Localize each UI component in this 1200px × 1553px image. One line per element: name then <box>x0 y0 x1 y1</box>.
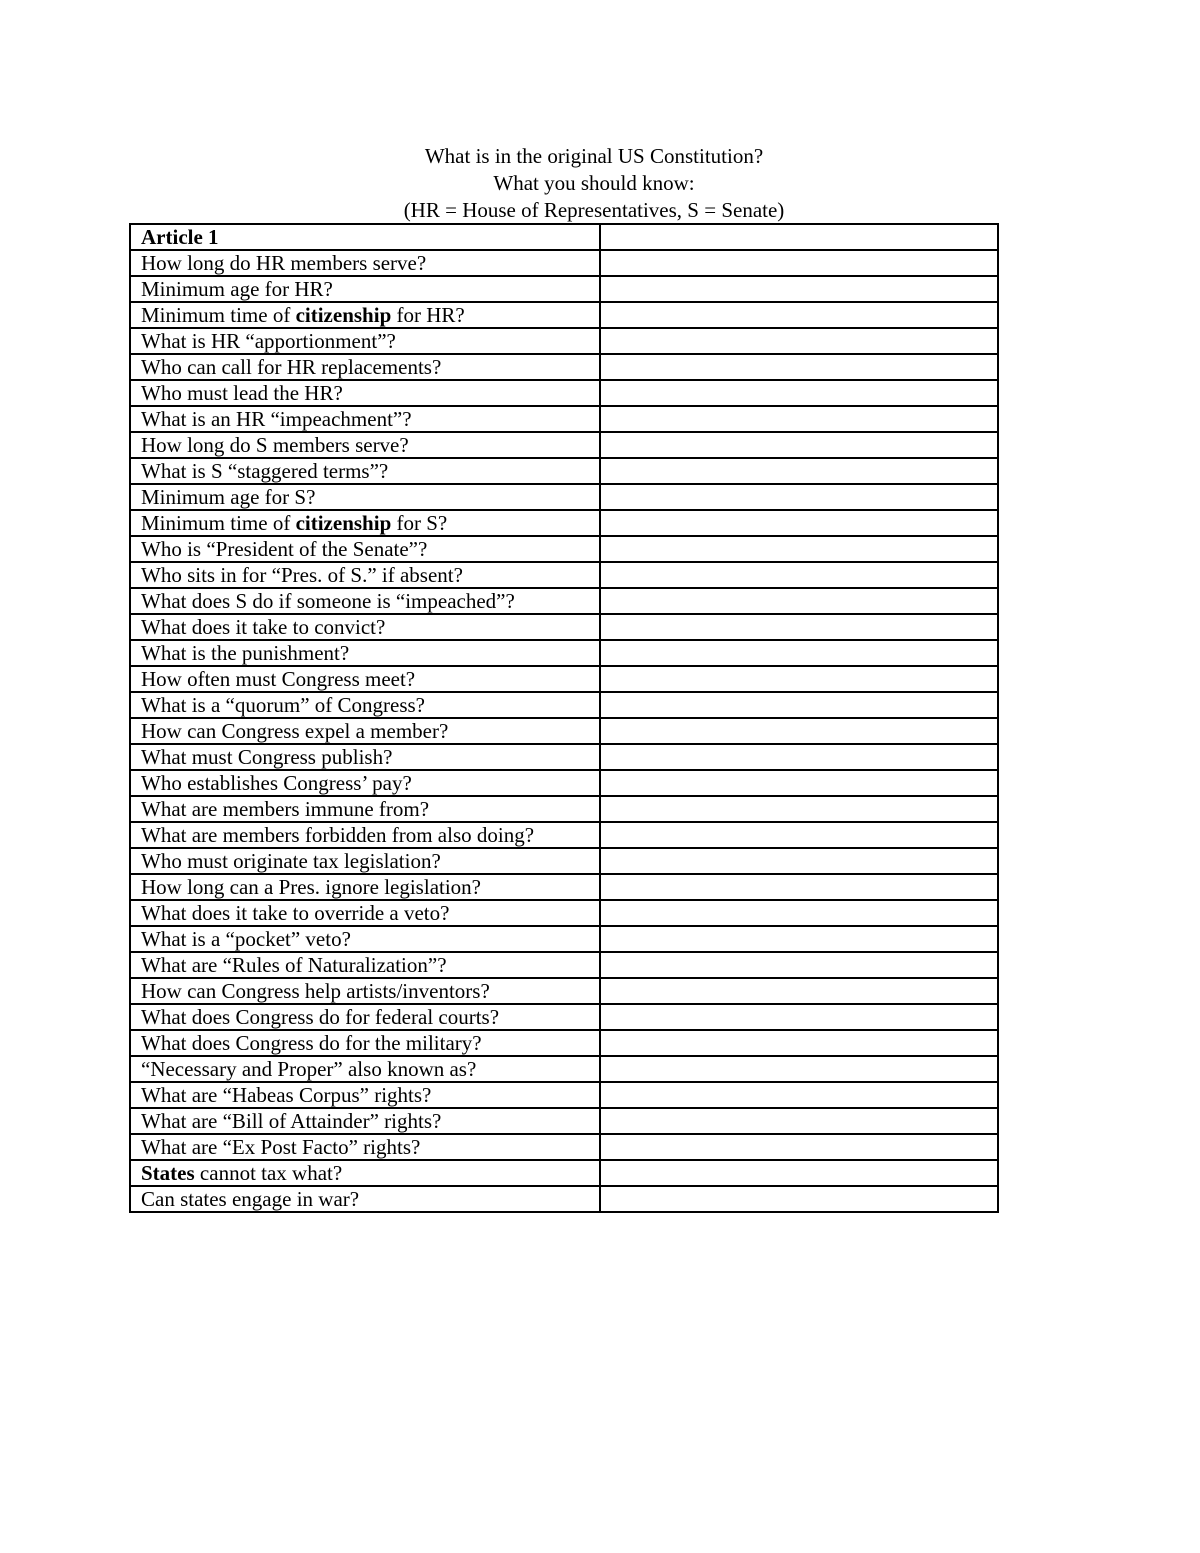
question-text: What must Congress publish? <box>141 745 393 769</box>
question-text: What does Congress do for the military? <box>141 1031 482 1055</box>
table-row <box>130 432 998 458</box>
table-row <box>130 692 998 718</box>
question-text-suffix: for S? <box>391 511 448 535</box>
answer-cell[interactable] <box>600 1134 998 1160</box>
answer-cell[interactable] <box>600 640 998 666</box>
question-text-prefix: Minimum time of <box>141 511 296 535</box>
question-cell <box>130 354 600 380</box>
answer-cell[interactable] <box>600 718 998 744</box>
table-row <box>130 978 998 1004</box>
question-text-emphasis: citizenship <box>295 303 392 327</box>
document-subtitle: What you should know: <box>493 171 695 195</box>
answer-cell[interactable] <box>600 926 998 952</box>
question-text: Who must lead the HR? <box>141 381 343 405</box>
question-text: How can Congress expel a member? <box>141 719 449 743</box>
question-cell <box>130 1108 600 1134</box>
question-text: What are “Habeas Corpus” rights? <box>141 1083 432 1107</box>
table-row <box>130 1030 998 1056</box>
table-row <box>130 1134 998 1160</box>
answer-cell[interactable] <box>600 458 998 484</box>
answer-cell[interactable] <box>600 250 998 276</box>
question-cell <box>130 744 600 770</box>
question-cell <box>130 978 600 1004</box>
answer-cell[interactable] <box>600 978 998 1004</box>
table-row <box>130 744 998 770</box>
answer-cell[interactable] <box>600 796 998 822</box>
table-row <box>130 536 998 562</box>
question-cell <box>130 1082 600 1108</box>
question-cell <box>130 276 600 302</box>
question-cell <box>130 692 600 718</box>
answer-cell[interactable] <box>600 1108 998 1134</box>
document-title: What is in the original US Constitution? <box>424 144 764 168</box>
answer-cell[interactable] <box>600 406 998 432</box>
question-text: Can states engage in war? <box>141 1187 360 1211</box>
question-cell <box>130 770 600 796</box>
answer-cell[interactable] <box>600 276 998 302</box>
question-cell <box>130 614 600 640</box>
section-heading-cell <box>130 224 600 250</box>
table-row <box>130 666 998 692</box>
question-cell <box>130 1030 600 1056</box>
answer-cell[interactable] <box>600 1004 998 1030</box>
question-text: What are members immune from? <box>141 797 430 821</box>
table-row <box>130 1108 998 1134</box>
table-row <box>130 952 998 978</box>
answer-cell[interactable] <box>600 1056 998 1082</box>
answer-cell[interactable] <box>600 744 998 770</box>
answer-cell[interactable] <box>600 666 998 692</box>
answer-cell[interactable] <box>600 432 998 458</box>
answer-cell[interactable] <box>600 614 998 640</box>
table-row <box>130 484 998 510</box>
question-text: What is a “quorum” of Congress? <box>141 693 426 717</box>
question-cell <box>130 874 600 900</box>
answer-cell[interactable] <box>600 224 998 250</box>
question-text: What does it take to override a veto? <box>141 901 450 925</box>
answer-cell[interactable] <box>600 1082 998 1108</box>
answer-cell[interactable] <box>600 952 998 978</box>
question-text: How often must Congress meet? <box>141 667 416 691</box>
table-row <box>130 1082 998 1108</box>
question-cell <box>130 1160 600 1186</box>
question-text-emphasis: States <box>141 1161 195 1185</box>
question-cell <box>130 484 600 510</box>
answer-cell[interactable] <box>600 484 998 510</box>
answer-cell[interactable] <box>600 848 998 874</box>
question-text: How long do S members serve? <box>141 433 409 457</box>
table-row <box>130 796 998 822</box>
question-text: What are “Ex Post Facto” rights? <box>141 1135 421 1159</box>
question-cell <box>130 458 600 484</box>
question-text: What is the punishment? <box>141 641 350 665</box>
question-cell <box>130 536 600 562</box>
question-text: Minimum age for S? <box>141 485 316 509</box>
table-row <box>130 718 998 744</box>
question-text: What is HR “apportionment”? <box>141 329 396 353</box>
question-cell <box>130 328 600 354</box>
table-row <box>130 302 998 328</box>
section-heading-row <box>130 224 998 250</box>
question-text-suffix: cannot tax what? <box>194 1161 343 1185</box>
table-row <box>130 926 998 952</box>
question-text: Who sits in for “Pres. of S.” if absent? <box>141 563 463 587</box>
question-text: What are “Rules of Naturalization”? <box>141 953 447 977</box>
table-row <box>130 822 998 848</box>
answer-cell[interactable] <box>600 354 998 380</box>
answer-cell[interactable] <box>600 328 998 354</box>
question-cell <box>130 926 600 952</box>
question-cell <box>130 250 600 276</box>
question-text: Minimum age for HR? <box>141 277 333 301</box>
question-text: What does Congress do for federal courts? <box>141 1005 500 1029</box>
table-row <box>130 1004 998 1030</box>
table-row <box>130 1160 998 1186</box>
table-row <box>130 562 998 588</box>
table-row <box>130 874 998 900</box>
answer-cell[interactable] <box>600 302 998 328</box>
question-cell <box>130 562 600 588</box>
table-row <box>130 510 998 536</box>
question-cell <box>130 822 600 848</box>
question-text: How can Congress help artists/inventors? <box>141 979 490 1003</box>
question-text: Who can call for HR replacements? <box>141 355 442 379</box>
question-text: What is S “staggered terms”? <box>141 459 389 483</box>
question-table-body <box>130 224 998 1212</box>
question-text: What does S do if someone is “impeached”? <box>141 589 515 613</box>
question-cell <box>130 952 600 978</box>
question-cell <box>130 302 600 328</box>
answer-cell[interactable] <box>600 1030 998 1056</box>
answer-cell[interactable] <box>600 536 998 562</box>
question-cell <box>130 900 600 926</box>
question-cell <box>130 1186 600 1212</box>
table-row <box>130 458 998 484</box>
question-cell <box>130 718 600 744</box>
question-cell <box>130 796 600 822</box>
question-text: What is a “pocket” veto? <box>141 927 351 951</box>
answer-cell[interactable] <box>600 900 998 926</box>
question-cell <box>130 406 600 432</box>
table-row <box>130 276 998 302</box>
question-text: Who establishes Congress’ pay? <box>141 771 412 795</box>
answer-cell[interactable] <box>600 770 998 796</box>
question-text: What is an HR “impeachment”? <box>141 407 412 431</box>
answer-cell[interactable] <box>600 692 998 718</box>
table-row <box>130 406 998 432</box>
question-cell <box>130 432 600 458</box>
table-row <box>130 328 998 354</box>
table-row <box>130 588 998 614</box>
question-cell <box>130 588 600 614</box>
answer-cell[interactable] <box>600 1160 998 1186</box>
answer-cell[interactable] <box>600 380 998 406</box>
question-cell <box>130 640 600 666</box>
table-row <box>130 770 998 796</box>
question-cell <box>130 1134 600 1160</box>
table-row <box>130 1056 998 1082</box>
answer-cell[interactable] <box>600 1186 998 1212</box>
abbreviation-legend: (HR = House of Representatives, S = Senate) <box>403 198 785 222</box>
table-row <box>130 380 998 406</box>
table-row <box>130 848 998 874</box>
question-text: What does it take to convict? <box>141 615 386 639</box>
question-cell <box>130 666 600 692</box>
question-text: What are members forbidden from also doing? <box>141 823 535 847</box>
document-header <box>0 143 1188 224</box>
question-text: What are “Bill of Attainder” rights? <box>141 1109 442 1133</box>
question-text: Who is “President of the Senate”? <box>141 537 428 561</box>
answer-cell[interactable] <box>600 874 998 900</box>
answer-cell[interactable] <box>600 588 998 614</box>
question-text-emphasis: citizenship <box>295 511 392 535</box>
answer-cell[interactable] <box>600 562 998 588</box>
question-cell <box>130 848 600 874</box>
question-cell <box>130 1056 600 1082</box>
question-text-prefix: Minimum time of <box>141 303 296 327</box>
table-row <box>130 614 998 640</box>
table-row <box>130 900 998 926</box>
answer-cell[interactable] <box>600 510 998 536</box>
question-table <box>129 223 999 1213</box>
table-row <box>130 354 998 380</box>
question-text: Who must originate tax legislation? <box>141 849 441 873</box>
section-heading: Article 1 <box>141 225 219 249</box>
table-row <box>130 640 998 666</box>
question-cell <box>130 1004 600 1030</box>
table-row <box>130 250 998 276</box>
question-text: How long do HR members serve? <box>141 251 427 275</box>
question-text: “Necessary and Proper” also known as? <box>141 1057 477 1081</box>
question-text-suffix: for HR? <box>391 303 465 327</box>
question-cell <box>130 380 600 406</box>
question-cell <box>130 510 600 536</box>
answer-cell[interactable] <box>600 822 998 848</box>
table-row <box>130 1186 998 1212</box>
question-text: How long can a Pres. ignore legislation? <box>141 875 481 899</box>
